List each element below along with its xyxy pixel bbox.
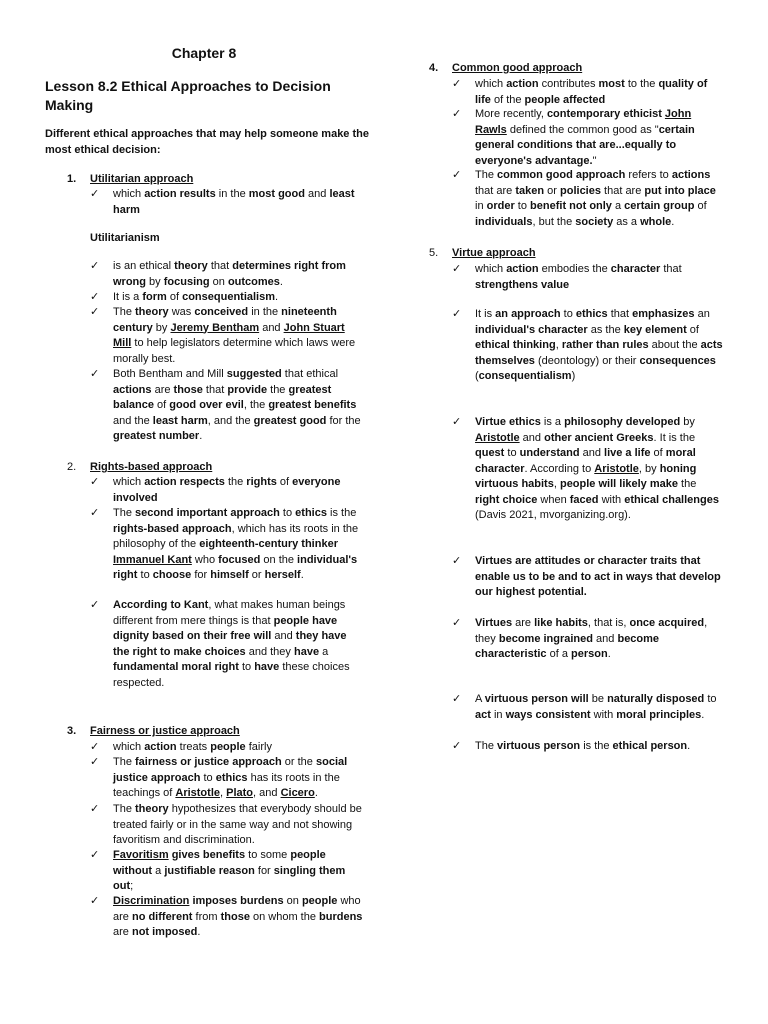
subheading-utilitarianism: Utilitarianism: [90, 232, 160, 244]
check-mark-icon: ✓: [90, 476, 100, 488]
check-mark-icon: ✓: [90, 188, 100, 200]
check-mark-icon: ✓: [452, 617, 462, 629]
section-2-title: Rights-based approach: [90, 461, 213, 473]
bullet-text: A virtuous person will be naturally disposed to act in ways consistent with moral principles.: [475, 693, 717, 721]
check-mark-icon: ✓: [452, 416, 462, 428]
chapter-title: Chapter 8: [171, 45, 237, 61]
bullet-text: which action contributes most to the quality of life of the people affected: [475, 78, 708, 106]
bullet-text: is an ethical theory that determines right from wrong by focusing on outcomes.: [113, 260, 346, 288]
check-mark-icon: ✓: [452, 108, 462, 120]
check-mark-icon: ✓: [452, 555, 462, 567]
check-mark-icon: ✓: [90, 599, 100, 611]
bullet-text: The virtuous person is the ethical person.: [475, 740, 691, 752]
check-mark-icon: ✓: [452, 78, 462, 90]
check-mark-icon: ✓: [452, 308, 462, 320]
intro-text: Different ethical approaches that may help someone make the most ethical decision:: [45, 128, 369, 156]
section-2-number: 2.: [67, 461, 77, 473]
bullet-text: It is an approach to ethics that emphasizes an individual's character as the key element of ethical thinking, rather than rules about the acts themselves (deontology) or their consequences (consequentialism): [475, 308, 723, 382]
bullet-text: Virtues are like habits, that is, once acquired, they become ingrained and become characteristic of a person.: [475, 617, 708, 660]
bullet-text: The second important approach to ethics is the rights-based approach, which has its roots in the philosophy of the eighteenth-century thinker Immanuel Kant who focused on the individual's right to choose for himself or herself.: [113, 507, 359, 581]
bullet-text: Virtues are attitudes or character traits that enable us to be and to act in ways that develop our highest potential.: [475, 555, 721, 598]
bullet-text: which action embodies the character that strengthens value: [475, 263, 682, 291]
check-mark-icon: ✓: [90, 260, 100, 272]
section-4-title: Common good approach: [452, 62, 583, 74]
check-mark-icon: ✓: [90, 291, 100, 303]
check-mark-icon: ✓: [90, 803, 100, 815]
bullet-text: The theory hypothesizes that everybody should be treated fairly or in the same way and not showing favoritism and discrimination.: [113, 803, 362, 846]
check-mark-icon: ✓: [452, 169, 462, 181]
section-4-number: 4.: [429, 62, 439, 74]
check-mark-icon: ✓: [90, 368, 100, 380]
section-5-title: Virtue approach: [452, 247, 536, 259]
check-mark-icon: ✓: [452, 740, 462, 752]
bullet-text: Favoritism gives benefits to some people without a justifiable reason for singling them out;: [113, 849, 346, 892]
bullet-text: The fairness or justice approach or the social justice approach to ethics has its roots in the teachings of Aristotle, Plato, and Cicero.: [113, 756, 348, 799]
check-mark-icon: ✓: [90, 756, 100, 768]
bullet-text: which action treats people fairly: [113, 741, 272, 753]
bullet-text: Discrimination imposes burdens on people who are no different from those on whom the burdens are not imposed.: [113, 895, 363, 938]
bullet-text: The common good approach refers to actions that are taken or policies that are put into place in order to benefit not only a certain group of individuals, but the society as a whole.: [475, 169, 716, 228]
section-5-number: 5.: [429, 247, 439, 259]
bullet-text: More recently, contemporary ethicist John Rawls defined the common good as "certain general conditions that are...equally to everyone's advantage.": [475, 108, 695, 167]
check-mark-icon: ✓: [90, 895, 100, 907]
check-mark-icon: ✓: [90, 741, 100, 753]
bullet-text: which action results in the most good and least harm: [113, 188, 355, 216]
lesson-title: Lesson 8.2 Ethical Approaches to Decision Making: [45, 78, 331, 113]
check-mark-icon: ✓: [452, 693, 462, 705]
bullet-text: It is a form of consequentialism.: [113, 291, 279, 303]
section-3-title: Fairness or justice approach: [90, 725, 240, 737]
bullet-text: According to Kant, what makes human beings different from mere things is that people have dignity based on their free will and they have the right to make choices and they have a fundamental moral right to have these choices respected.: [113, 599, 350, 689]
section-3-number: 3.: [67, 725, 77, 737]
check-mark-icon: ✓: [90, 306, 100, 318]
check-mark-icon: ✓: [452, 263, 462, 275]
bullet-text: Both Bentham and Mill suggested that ethical actions are those that provide the greatest balance of good over evil, the greatest benefits and the least harm, and the greatest good for the greatest number.: [113, 368, 361, 442]
check-mark-icon: ✓: [90, 849, 100, 861]
bullet-text: The theory was conceived in the nineteenth century by Jeremy Bentham and John Stuart Mill to help legislators determine which laws were morally best.: [113, 306, 356, 365]
check-mark-icon: ✓: [90, 507, 100, 519]
section-1-title: Utilitarian approach: [90, 173, 194, 185]
bullet-text: Virtue ethics is a philosophy developed by Aristotle and other ancient Greeks. It is the quest to understand and live a life of moral character. According to Aristotle, by honing virtuous habits, people will likely make the right choice when faced with ethical challenges (Davis 2021, mvorganizing.org).: [475, 416, 719, 521]
bullet-text: which action respects the rights of everyone involved: [113, 476, 341, 504]
section-1-number: 1.: [67, 173, 77, 185]
